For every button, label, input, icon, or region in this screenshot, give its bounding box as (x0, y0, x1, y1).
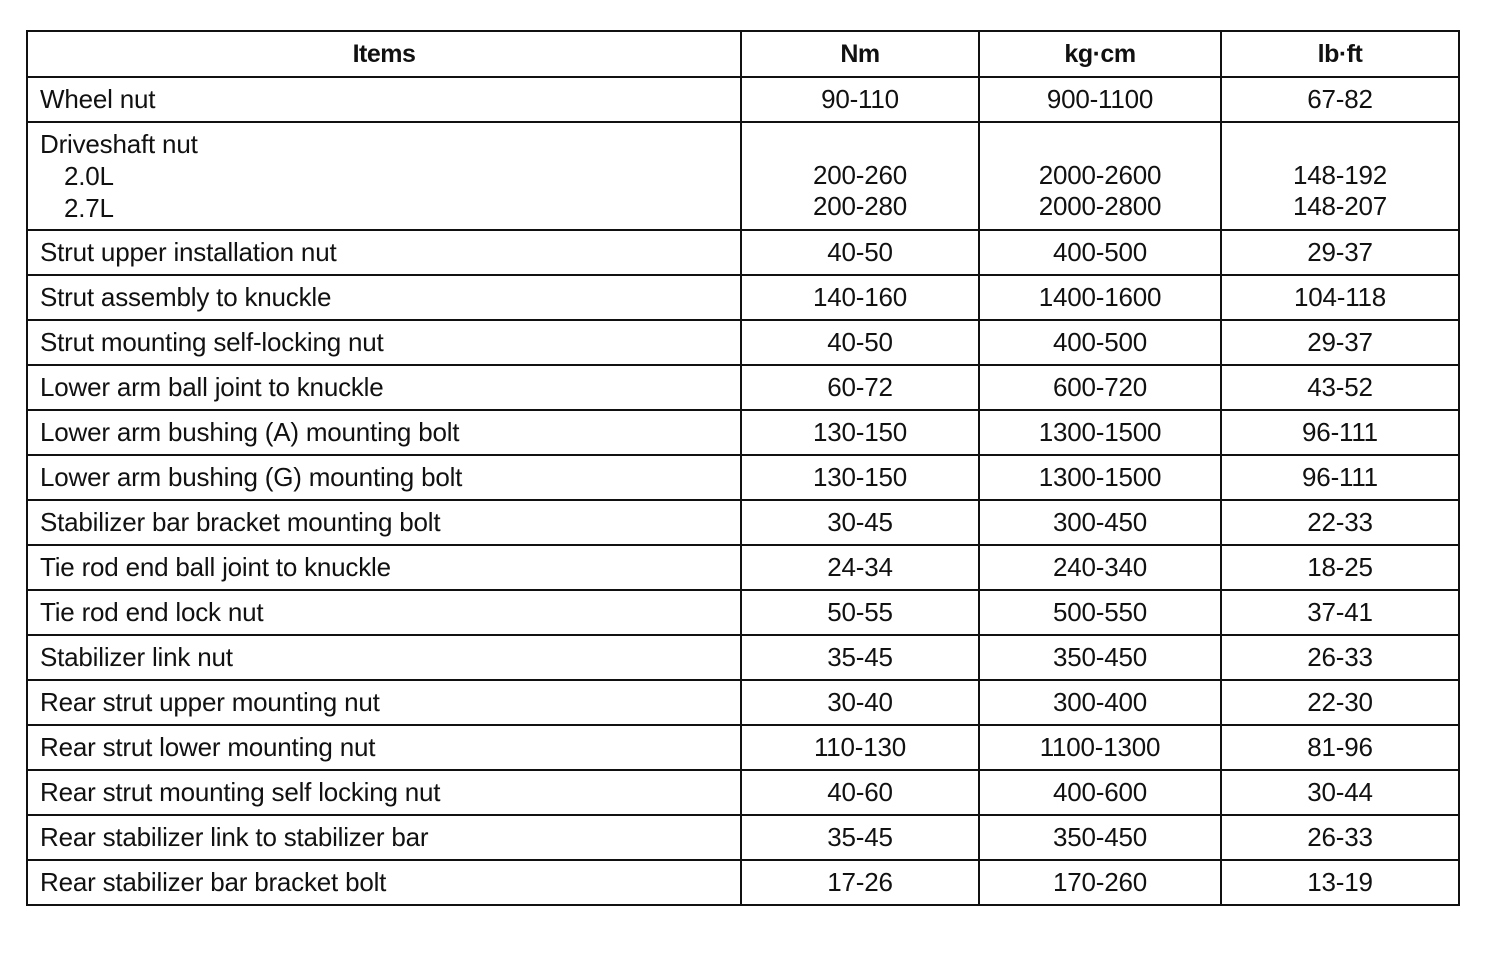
nm-cell: 50-55 (741, 590, 979, 635)
table-row (27, 77, 1459, 122)
table-row (27, 230, 1459, 275)
item-cell: Rear strut lower mounting nut (27, 725, 741, 770)
lbft-cell: 22-30 (1221, 680, 1459, 725)
driveshaft-kgcm-27l: 2000-2800 (1038, 191, 1162, 221)
lbft-cell: 29-37 (1221, 230, 1459, 275)
nm-cell: 40-50 (741, 230, 979, 275)
kgcm-cell: 600-720 (979, 365, 1221, 410)
kgcm-cell: 400-500 (979, 320, 1221, 365)
nm-cell: 35-45 (741, 815, 979, 860)
torque-spec-table (26, 30, 1460, 906)
nm-cell: 130-150 (741, 410, 979, 455)
header-lbft: lb·ft (1221, 31, 1459, 77)
header-nm: Nm (741, 31, 979, 77)
kgcm-cell: 1100-1300 (979, 725, 1221, 770)
table-row (27, 635, 1459, 680)
item-cell: Strut upper installation nut (27, 230, 741, 275)
lbft-cell: 43-52 (1221, 365, 1459, 410)
item-cell: Rear strut mounting self locking nut (27, 770, 741, 815)
lbft-cell: 18-25 (1221, 545, 1459, 590)
driveshaft-kgcm-20l: 2000-2600 (1038, 160, 1162, 190)
nm-cell: 35-45 (741, 635, 979, 680)
lbft-cell: 22-33 (1221, 500, 1459, 545)
kgcm-cell: 500-550 (979, 590, 1221, 635)
table-row (27, 590, 1459, 635)
nm-cell: 24-34 (741, 545, 979, 590)
driveshaft-sub-20l: 2.0L (64, 161, 114, 191)
lbft-cell: 29-37 (1221, 320, 1459, 365)
item-cell: Tie rod end lock nut (27, 590, 741, 635)
driveshaft-nm-27l: 200-280 (812, 191, 908, 221)
kgcm-cell: 1400-1600 (979, 275, 1221, 320)
item-cell: Rear stabilizer link to stabilizer bar (27, 815, 741, 860)
header-kgcm: kg·cm (979, 31, 1221, 77)
header-row (27, 31, 1459, 77)
lbft-cell-driveshaft (1221, 122, 1459, 230)
table-header (27, 31, 1459, 77)
table-row (27, 815, 1459, 860)
item-cell: Rear stabilizer bar bracket bolt (27, 860, 741, 905)
nm-cell: 40-60 (741, 770, 979, 815)
lbft-cell: 104-118 (1221, 275, 1459, 320)
kgcm-cell: 400-500 (979, 230, 1221, 275)
item-cell: Lower arm ball joint to knuckle (27, 365, 741, 410)
nm-cell: 140-160 (741, 275, 979, 320)
table-row-driveshaft (27, 122, 1459, 230)
kgcm-cell: 400-600 (979, 770, 1221, 815)
kgcm-cell-driveshaft (979, 122, 1221, 230)
lbft-cell: 96-111 (1221, 455, 1459, 500)
driveshaft-sub-27l: 2.7L (64, 193, 114, 223)
table-row (27, 500, 1459, 545)
item-cell: Stabilizer bar bracket mounting bolt (27, 500, 741, 545)
table-row (27, 275, 1459, 320)
item-cell: Lower arm bushing (A) mounting bolt (27, 410, 741, 455)
kgcm-cell: 350-450 (979, 815, 1221, 860)
kgcm-cell: 170-260 (979, 860, 1221, 905)
lbft-cell: 37-41 (1221, 590, 1459, 635)
item-cell: Stabilizer link nut (27, 635, 741, 680)
item-cell: Strut mounting self-locking nut (27, 320, 741, 365)
item-cell-driveshaft (27, 122, 741, 230)
table-row (27, 410, 1459, 455)
table-row (27, 320, 1459, 365)
nm-cell: 110-130 (741, 725, 979, 770)
kgcm-cell: 1300-1500 (979, 455, 1221, 500)
item-cell: Lower arm bushing (G) mounting bolt (27, 455, 741, 500)
kgcm-cell: 900-1100 (979, 77, 1221, 122)
lbft-cell: 96-111 (1221, 410, 1459, 455)
nm-cell-driveshaft (741, 122, 979, 230)
table-row (27, 455, 1459, 500)
nm-cell: 60-72 (741, 365, 979, 410)
lbft-cell: 81-96 (1221, 725, 1459, 770)
table-body (27, 77, 1459, 905)
nm-cell: 40-50 (741, 320, 979, 365)
kgcm-cell: 300-400 (979, 680, 1221, 725)
item-cell: Strut assembly to knuckle (27, 275, 741, 320)
lbft-cell: 13-19 (1221, 860, 1459, 905)
table-row (27, 680, 1459, 725)
driveshaft-lbft-20l: 148-192 (1292, 160, 1388, 190)
nm-cell: 30-45 (741, 500, 979, 545)
lbft-cell: 30-44 (1221, 770, 1459, 815)
lbft-cell: 26-33 (1221, 635, 1459, 680)
table-row (27, 725, 1459, 770)
item-cell: Tie rod end ball joint to knuckle (27, 545, 741, 590)
item-cell: Rear strut upper mounting nut (27, 680, 741, 725)
kgcm-cell: 1300-1500 (979, 410, 1221, 455)
lbft-cell: 26-33 (1221, 815, 1459, 860)
kgcm-cell: 240-340 (979, 545, 1221, 590)
item-cell: Wheel nut (27, 77, 741, 122)
table-row (27, 365, 1459, 410)
nm-cell: 130-150 (741, 455, 979, 500)
lbft-cell: 67-82 (1221, 77, 1459, 122)
table-row (27, 545, 1459, 590)
nm-cell: 90-110 (741, 77, 979, 122)
header-items: Items (27, 31, 741, 77)
driveshaft-lbft-27l: 148-207 (1292, 191, 1388, 221)
driveshaft-nm-20l: 200-260 (812, 160, 908, 190)
kgcm-cell: 300-450 (979, 500, 1221, 545)
nm-cell: 30-40 (741, 680, 979, 725)
nm-cell: 17-26 (741, 860, 979, 905)
table-row (27, 770, 1459, 815)
driveshaft-label: Driveshaft nut (40, 129, 198, 159)
kgcm-cell: 350-450 (979, 635, 1221, 680)
table-row (27, 860, 1459, 905)
